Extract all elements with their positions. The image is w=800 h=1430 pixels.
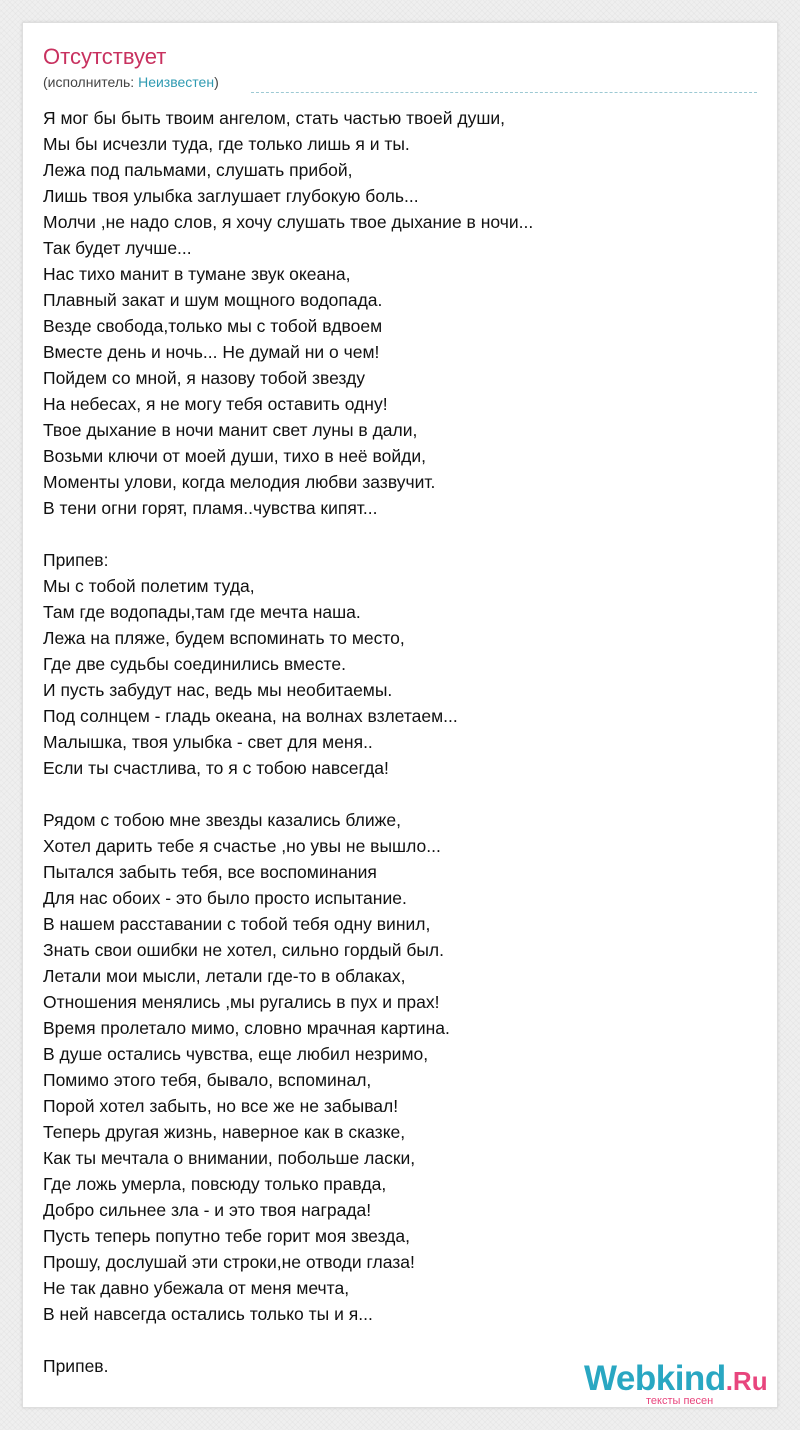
lyrics-text: Я мог бы быть твоим ангелом, стать частью твоей души, Мы бы исчезли туда, где только лишь я и ты. Лежа под пальмами, слушать прибой, Лишь твоя улыбка заглушает глубокую боль... Молчи ,не надо слов, я хочу слушать твое дыхание в ночи... Так будет лучше... Нас тихо манит в тумане звук океана, Плавный закат и шум мощного водопада. Везде свобода,только мы с тобой вдвоем Вместе день и ночь... Не думай ни о чем! Пойдем со мной, я назову тобой звезду На небесах, я не могу тебя оставить одну! Твое дыхание в ночи манит свет луны в дали, Возьми ключи от моей души, тихо в неё войди, Моменты улови, когда мелодия любви зазвучит. В тени огни горят, пламя..чувства кипят... Припев: Мы с тобой полетим туда, Там где водопады,там где мечта наша. Лежа на пляже, будем вспоминать то место, Где две судьбы соединились вместе. И пусть забудут нас, ведь мы необитаемы. Под солнцем - гладь океана, на волнах взлетаем... Малышка, твоя улыбка - свет для меня.. Если ты счастлива, то я с тобою навсегда! Рядом с тобою мне звезды казались ближе, Хотел дарить тебе я счастье ,но увы не вышло... Пытался забыть тебя, все воспоминания Для нас обоих - это было просто испытание. В нашем расставании с тобой тебя одну винил, Знать свои ошибки не хотел, сильно гордый был. Летали мои мысли, летали где-то в облаках, Отношения менялись ,мы ругались в пух и прах! Время пролетало мимо, словно мрачная картина. В душе остались чувства, еще любил незримо, Помимо этого тебя, бывало, вспоминал, Порой хотел забыть, но все же не забывал! Теперь другая жизнь, наверное как в сказке, Как ты мечтала о внимании, побольше ласки, Где ложь умерла, повсюду только правда, Добро сильнее зла - и это твоя награда! Пусть теперь попутно тебе горит моя звезда, Прошу, дослушай эти строки,не отводи глаза! Не так давно убежала от меня мечта, В ней навсегда остались только ты и я... Припев. — [43, 108, 534, 1376]
header-divider — [251, 92, 757, 93]
logo-wordmark — [584, 1360, 768, 1400]
artist-line — [43, 73, 219, 91]
logo-subtitle: тексты песен — [646, 1395, 714, 1407]
logo-ru-text: .Ru — [725, 1366, 768, 1396]
lyrics-page — [22, 22, 778, 1408]
logo-main-text: Webkind — [584, 1359, 726, 1398]
artist-suffix: ) — [214, 74, 219, 90]
song-title: Отсутствует — [43, 44, 167, 69]
artist-link[interactable]: Неизвестен — [138, 74, 215, 90]
site-logo[interactable] — [584, 1360, 776, 1410]
artist-prefix: (исполнитель: — [43, 74, 139, 90]
